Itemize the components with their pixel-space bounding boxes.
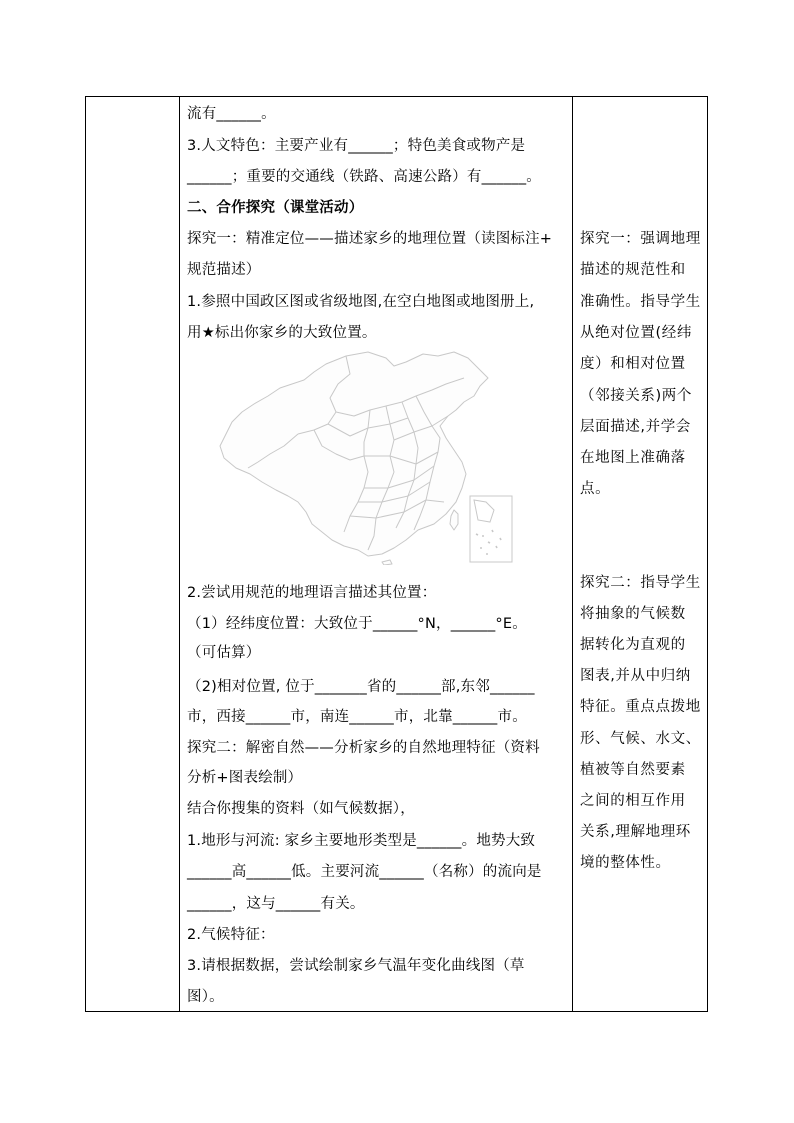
note-line: 关系,理解地理环 — [580, 824, 691, 840]
text-line: （1）经纬度位置：大致位于______°N，______°E。 — [187, 616, 527, 632]
china-blank-map — [218, 350, 518, 565]
note-line: 境的整体性。 — [580, 855, 671, 871]
hainan-island — [382, 560, 392, 565]
text-line: （可估算） — [187, 645, 261, 661]
note-line: 层面描述,并学会 — [580, 419, 691, 435]
column-divider-right — [572, 97, 573, 1011]
column-divider-left — [179, 97, 180, 1011]
text-line: （2)相对位置, 位于_______省的______部,东邻______ — [187, 679, 535, 695]
text-line: 用★标出你家乡的大致位置。 — [187, 325, 377, 341]
note-line: 点。 — [580, 481, 611, 497]
note-line: 之间的相互作用 — [580, 793, 686, 809]
note-line: 植被等自然要素 — [580, 762, 686, 778]
text-line: 图）。 — [187, 989, 224, 1005]
text-line: 规范描述） — [187, 262, 261, 278]
text-line: 2.气候特征： — [187, 927, 275, 943]
note-line: 图表,并从中归纳 — [580, 668, 691, 684]
text-line: 结合你搜集的资料（如气候数据）， — [187, 801, 415, 817]
text-line: 2.尝试用规范的地理语言描述其位置： — [187, 585, 437, 601]
note-line: 将抽象的气候数 — [580, 606, 686, 622]
section-heading: 二、合作探究（课堂活动） — [187, 200, 364, 216]
text-line: 探究二：解密自然——分析家乡的自然地理特征（资料 — [187, 740, 540, 756]
note-line: 准确性。指导学生 — [580, 294, 701, 310]
note-line: 度）和相对位置 — [580, 356, 686, 372]
note-line: 从绝对位置(经纬 — [580, 325, 692, 341]
text-line: 探究一：精准定位——描述家乡的地理位置（读图标注+ — [187, 231, 553, 247]
taiwan-island — [450, 510, 458, 530]
text-line: 3.人文特色：主要产业有______；特色美食或物产是 — [187, 138, 526, 154]
text-line: ______高______低。主要河流______（名称）的流向是 — [187, 864, 542, 880]
text-line: 市，西接______市，南连______市，北靠______市。 — [187, 709, 527, 725]
south-china-sea-inset — [470, 496, 512, 562]
text-line: ______；重要的交通线（铁路、高速公路）有______。 — [187, 169, 541, 185]
note-line: 探究二：指导学生 — [580, 575, 701, 591]
text-line: ______，这与______有关。 — [187, 896, 365, 912]
note-line: 描述的规范性和 — [580, 262, 686, 278]
china-outline — [220, 352, 488, 556]
note-line: 特征。重点点拨地 — [580, 699, 701, 715]
text-line: 流有______。 — [187, 106, 276, 122]
note-line: 探究一：强调地理 — [580, 231, 701, 247]
note-line: 在地图上准确落 — [580, 450, 686, 466]
text-line: 分析+图表绘制） — [187, 770, 303, 786]
note-line: 据转化为直观的 — [580, 637, 686, 653]
note-line: （邻接关系)两个 — [580, 388, 692, 404]
text-line: 3.请根据数据，尝试绘制家乡气温年变化曲线图（草 — [187, 958, 525, 974]
text-line: 1.地形与河流: 家乡主要地形类型是______。地势大致 — [187, 833, 536, 849]
note-line: 形、气候、水文、 — [580, 731, 701, 747]
lesson-plan-table — [85, 96, 708, 1012]
text-line: 1.参照中国政区图或省级地图,在空白地图或地图册上, — [187, 294, 535, 310]
